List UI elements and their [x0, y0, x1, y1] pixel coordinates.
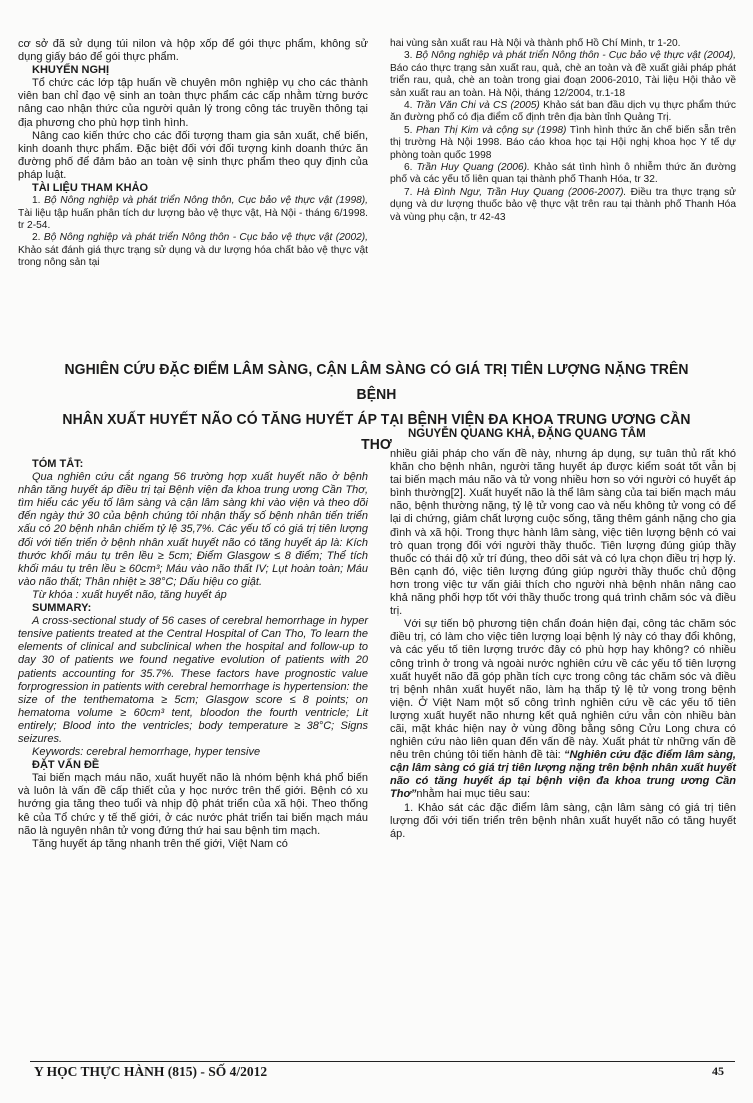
reference-item — [390, 125, 736, 162]
reference-number: 3. — [404, 50, 416, 62]
reference-source: Bộ Nông nghiệp và phát triển Nông thôn - Cục bảo vệ thực vật (2004), — [415, 50, 736, 62]
reference-source: Trần Văn Chi và CS (2005) — [415, 100, 540, 112]
reference-item — [18, 232, 368, 269]
reference-continuation: hai vùng sản xuất rau Hà Nội và thành phố Hồ Chí Minh, tr 1-20. — [390, 38, 681, 49]
reference-item — [390, 100, 736, 125]
introduction-paragraph: Tai biến mạch máu não, xuất huyết não là nhóm bệnh khá phổ biến và luôn là vấn đề cấp thiết của y học nước trên thế giới. Bệnh có xu hướng gia tăng theo tuổi và nhịp độ phát triển của xã hội. Theo thống kê của Tổ chức y tế thế giới, ở các nước phát triển tai biến mạch máu não là nguyên nhân tử vong đứng thứ hai sau bệnh tim mạch. — [18, 772, 368, 837]
article-title-line: NGHIÊN CỨU ĐẶC ĐIỂM LÂM SÀNG, CẬN LÂM SÀNG CÓ GIÁ TRỊ TIÊN LƯỢNG NẶNG TRÊN BỆNH — [64, 361, 689, 403]
references-heading: TÀI LIỆU THAM KHẢO — [32, 182, 149, 195]
recommendation-paragraph: Tổ chức các lớp tập huấn về chuyên môn nghiệp vụ cho các thành viên ban chỉ đạo vệ sinh an toàn thực phẩm các cấp nhằm từng bước nâng cao nhận thức của người quản lý trong công tác truyền thông tại địa phương cho phù hợp tình hình. — [18, 77, 368, 129]
reference-details: Khảo sát ban đầu dịch vụ thực phẩm thức ăn đường phố có địa điểm cố định trên địa bàn tỉnh Quảng Trị. — [390, 100, 737, 124]
reference-item — [390, 50, 736, 100]
reference-number: 5. — [404, 124, 417, 136]
objective-item: 1. Khảo sát các đặc điểm lâm sàng, cận lâm sàng có giá trị tiên lượng đối với tiến triển trên bệnh nhân xuất huyết não có tăng huyết áp. — [390, 801, 736, 840]
reference-item — [390, 187, 736, 224]
reference-details: Khảo sát đánh giá thực trạng sử dụng và dư lượng hóa chất bảo vệ thực vật trong nông sản tại — [18, 244, 368, 269]
introduction-text: Với sự tiến bộ phương tiện chẩn đoán hiện đại, công tác chăm sóc điều trị, có làm cho việc tiên lượng loại bệnh lý này có thay đổi không, và các yếu tố tiên lượng trước đây có phù hợp hay không? có nhiều công trình ở trong và ngoài nước nghiên cứu về các yếu tố tiên lượng xuất huyết não đã góp phần tích cực trong công tác chăm sóc và điều trị bệnh nhân xuất huyết não, làm hạ thấp tỷ lệ tử vong trong bệnh viện. Ở Việt Nam một số công trình nghiên cứu về các yếu tố tiên lượng xuất huyết não nhưng kết quả nghiên cứu vẫn còn nhiều bàn cãi, mặt khác hiện nay ở vùng đồng bằng sông Cửu Long chưa có nghiên cứu nào liên quan đến vấn đề này. Xuất phát từ những vấn đề nêu trên chúng tôi tiến hành đề tài: — [390, 618, 736, 762]
article-title-line: NHÂN XUẤT HUYẾT NÃO CÓ TĂNG HUYẾT ÁP TẠI BỆNH VIỆN ĐA KHOA TRUNG ƯƠNG CẦN THƠ — [62, 411, 691, 453]
journal-name: Y HỌC THỰC HÀNH (815) - SỐ 4/2012 — [34, 1064, 268, 1079]
reference-item — [390, 162, 736, 187]
abstract-right-column — [390, 448, 736, 841]
page-number: 45 — [712, 1064, 724, 1078]
reference-source: Bộ Nông nghiệp và phát triển Nông thôn, Cục bảo vệ thực vật (1998), — [44, 195, 368, 207]
reference-details: Tài liệu tập huấn phân tích dư lượng bảo vệ thực vật, Hà Nội - tháng 6/1998. tr 2-54. — [18, 207, 368, 231]
footer-divider — [30, 1061, 735, 1062]
top-left-column — [18, 38, 368, 270]
previous-article-text: cơ sở đã sử dụng túi nilon và hộp xốp để gói thực phẩm, không sử dụng giấy báo để gói thực phẩm. — [18, 38, 368, 64]
reference-number: 6. — [404, 162, 417, 174]
recommendations-heading: KHUYẾN NGHỊ — [32, 64, 110, 77]
keywords-en: Keywords: cerebral hemorrhage, hyper tensive — [32, 746, 261, 759]
reference-details: Tình hình thức ăn chế biến sẵn trên thị trường Hà Nội 1998. Báo cáo khoa học tại Hội nghị khoa học Y tế dự phòng toàn quốc 1998 — [390, 124, 736, 161]
reference-number: 2. — [32, 232, 44, 244]
reference-source: Trần Huy Quang (2006). — [416, 162, 530, 174]
summary-vi-heading: TÓM TẮT: — [32, 458, 84, 470]
introduction-paragraph: Tăng huyết áp tăng nhanh trên thế giới, Việt Nam có — [32, 837, 288, 850]
introduction-paragraph — [390, 618, 736, 801]
introduction-heading: ĐẶT VẤN ĐỀ — [32, 759, 100, 772]
top-right-column — [390, 38, 736, 224]
reference-number: 1. — [32, 195, 45, 207]
reference-item — [18, 195, 368, 232]
introduction-text: nhằm hai mục tiêu sau: — [416, 788, 531, 801]
reference-details: Điều tra thực trạng sử dụng và dư lượng thuốc bảo vệ thực vật trên rau tại thành phố Thanh Hóa và vùng phụ cận, tr 42-43 — [390, 186, 736, 223]
reference-number: 4. — [404, 100, 416, 112]
summary-en-text: A cross-sectional study of 56 cases of cerebral hemorrhage in hyper tensive patients treated at the Central Hospital of Can Tho, To learn the elements of clinical and subclinical when the hospital and follow-up to day 30 of patients we found negative evolution of patients with 20 patients accounting for 35.7%. These factors have prognostic value forprogression in patients with cerebral hemorrhage is hypertension: the size of the tenthematoma ≥ 5cm; Glasgow score ≤ 8 points; on hematoma volume ≥ 60cm³ tent, bloodon the fourth ventricle; Lit entirely; Blood into the ventricles; body temperature ≥ 38°C; Signs seizures. — [18, 615, 368, 745]
reference-source: Bộ Nông nghiệp và phát triển Nông thôn - Cục bảo vệ thực vật (2002), — [43, 232, 368, 244]
reference-source: Hà Đình Ngư, Trần Huy Quang (2006-2007). — [416, 186, 627, 198]
reference-number: 7. — [404, 186, 417, 198]
recommendation-paragraph: Nâng cao kiến thức cho các đối tượng tham gia sản xuất, chế biến, kinh doanh thực phẩm. Đặc biệt đối với đối tượng kinh doanh thức ăn đường phố để đảm bảo an toàn vệ sinh thực phẩm theo quy định của pháp luật. — [18, 129, 368, 181]
article-authors: NGUYỄN QUANG KHẢ, ĐẶNG QUANG TÂM — [408, 428, 646, 440]
keywords-vi: Từ khóa : xuất huyết não, tăng huyết áp — [32, 588, 227, 601]
summary-vi-text: Qua nghiên cứu cắt ngang 56 trường hợp xuất huyết não ở bệnh nhân tăng huyết áp điều trị tại Bệnh viện đa khoa trung ương Cần Thơ, tìm hiểu các yếu tố lâm sàng và cận lâm sàng khi vào viện và theo dõi đến ngày thứ 30 của bệnh chúng tôi nhận thấy số bệnh nhân tiến triển xấu có 20 bệnh nhân chiếm tỷ lệ 35,7%. Các yếu tố có giá trị tiên lượng đối với tiến triển ở bệnh nhân xuất huyết não có tăng huyết áp là: Kích thước khối máu tụ trên lều ≥ 5cm; Điểm Glasgow ≤ 8 điểm; Thể tích khối máu tụ trên lều ≥ 60cm³; Máu vào não thất IV; Lụt hoàn toàn; Máu vào não thất; Thân nhiệt ≥ 38°C; Dấu hiệu co giật. — [18, 471, 368, 588]
reference-details: Khảo sát tình hình ô nhiễm thức ăn đường phố và các yếu tố liên quan tại thành phố Thanh Hóa, tr 32. — [390, 162, 736, 186]
abstract-left-column — [18, 458, 368, 851]
article-title — [49, 357, 705, 457]
summary-en-heading: SUMMARY: — [32, 602, 92, 615]
study-title: “Nghiên cứu đặc điểm lâm sàng, cận lâm sàng có giá trị tiên lượng nặng trên bệnh nhân xuất huyết não có tăng huyết áp tại bệnh viện đa khoa trung ương Cần Thơ” — [390, 749, 736, 801]
introduction-paragraph: nhiều giải pháp cho vấn đề này, nhưng áp dụng, sự tuân thủ rất khó khăn cho bệnh nhân, người tăng huyết áp được kiểm soát tốt vẫn bị tai biến mạch máu não và tử vong nhiều hơn so với người có huyết áp bình thường[2]. Xuất huyết não là thể lâm sàng của tai biến mạch máu não, bệnh thường nặng, tỷ lệ tử vong cao và nếu không tử vong có để lại di chứng, giảm chất lượng cuộc sống, tăng thêm gánh nặng cho gia đình và xã hội. Trong thực hành lâm sàng, việc tiên lượng bệnh có vai trò quan trọng đối với người thầy thuốc. Tiên lượng đúng giúp thầy thuốc có thái độ xử trí đúng, theo dõi sát và có lựa chọn điều trị hợp lý. Bên cạnh đó, việc tiên lượng đúng giúp người thầy thuốc chủ động hơn trong việc tư vấn giải thích cho người nhà bệnh nhân nâng cao khả năng phối hợp tốt với thầy thuốc trong quá trình chăm sóc và điều trị. — [390, 448, 736, 618]
reference-details: Báo cáo thực trạng sản xuất rau, quả, chè an toàn và đề xuất giải pháp phát triển rau, quả, chè an toàn trong giai đoạn 2006-2010, Tài liệu Hội thảo về sản xuất rau an toàn. Hà Nội, tháng 12/2004, tr.1-18 — [390, 62, 736, 99]
reference-source: Phan Thị Kim và cộng sự (1998) — [416, 124, 567, 136]
